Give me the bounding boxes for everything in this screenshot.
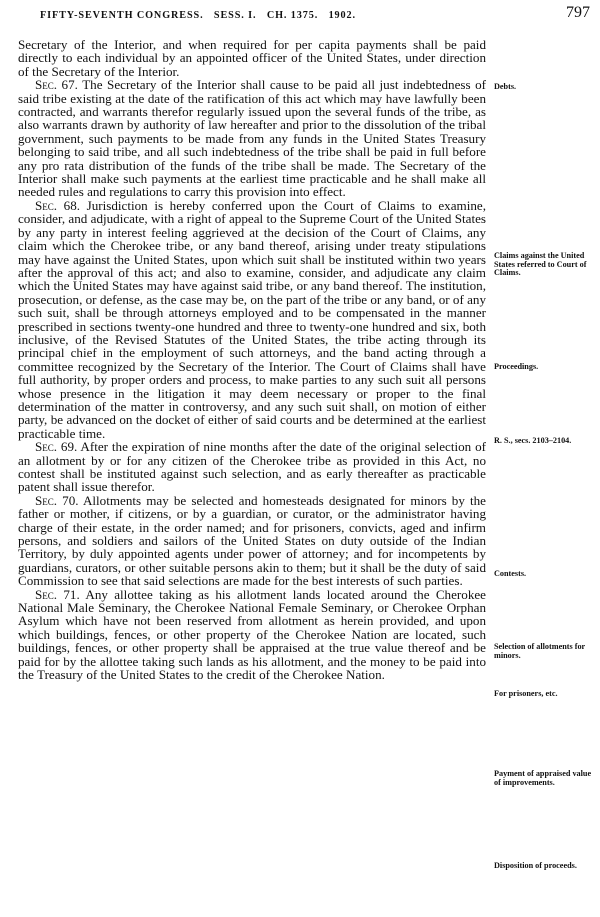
page-number: 797 (566, 4, 590, 21)
margin-note-minors: Selection of allotments for minors. (494, 642, 586, 660)
section-text: Jurisdiction is hereby conferred upon the Court of Claims to examine, consider, and adjudicate, with a right of appeal to the Supreme Court of the United States by any party in interest feeling aggrieved at the decision of the Court of Claims, any claim which the Cherokee tribe, or any band thereof, arising under treaty stipulations may have against the United States, upon which suit shall be instituted within two years after the approval of this act; and also to examine, consider, and adjudicate any claim which the United States may have against said tribe, or any band thereof. The institution, prosecution, or defense, as the case may be, on the part of the tribe or any band, or of any such suit, shall be through attorneys employed and to be compensated in the manner prescribed in sections twenty-one hundred and three to twenty-one hundred and six, both inclusive, of the Revised Statutes of the United States, the tribe acting through its principal chief in the employment of such attorneys, and the band acting through a committee recognized by the Secretary of the Interior. The Court of Claims shall have full authority, by proper orders and process, to make parties to any such suit all persons whose presence in the litigation it may deem necessary or proper to the final determination of the matter in controversy, and any such suit shall, on motion of either party, be advanced on the docket of either of said courts and be determined at the earliest practicable time. (18, 197, 486, 441)
section-67 (18, 78, 486, 199)
section-69 (18, 440, 486, 494)
running-title: FIFTY-SEVENTH CONGRESS. SESS. I. CH. 1375. 1902. (40, 10, 356, 21)
section-label: Sec. 69. (35, 439, 78, 455)
section-text: Any allottee taking as his allotment lands located around the Cherokee National Male Seminary, the Cherokee National Female Seminary, or Cherokee Orphan Asylum which have not been reserved from allotment as herein provided, and upon which buildings, fences, or other property of the Cherokee Nation are located, such buildings, fences, or other property shall be appraised at the true value thereof and be paid for by the allottee taking such lands as his allotment, and the money to be paid into the Treasury of the United States to the credit of the Cherokee Nation. (18, 586, 486, 683)
margin-note-revised-statutes: R. S., secs. 2103–2104. (494, 436, 572, 445)
section-label: Sec. 67. (35, 77, 78, 93)
section-text: Allotments may be selected and homesteads designated for minors by the father or mother, if citizens, or by a guardian, or curator, or the administrator having charge of their estate, in the order named; and for prisoners, convicts, aged and infirm persons, and soldiers and sailors of the United States on duty outside of the Indian Territory, by duly appointed agents under power of attorney; and for incompetents by guardians, curators, or other suitable persons akin to them; but it shall be the duty of said Commission to see that said selections are made for the best interests of such parties. (18, 492, 486, 589)
page-header (0, 4, 600, 26)
section-label: Sec. 71. (35, 586, 80, 602)
section-70 (18, 494, 486, 588)
opening-paragraph: Secretary of the Interior, and when required for per capita payments shall be paid directly to each individual by an appointed officer of the United States, under direction of the Secretary of the Interior. (18, 37, 486, 79)
margin-note-debts: Debts. (494, 82, 517, 91)
margin-note-proceeds: Disposition of proceeds. (494, 861, 577, 870)
section-label: Sec. 70. (35, 492, 79, 508)
section-text: The Secretary of the Interior shall cause to be paid all just indebtedness of said tribe existing at the date of the ratification of this act which may have lawfully been contracted, and warrants therefor regularly issued upon the several funds of the tribe, as also warrants drawn by authority of law hereafter and prior to the dissolution of the tribal government, such payments to be made from any funds in the United States Treasury belonging to said tribe, and all such indebtedness of the tribe shall be paid in full before any pro rata distribution of the funds of the tribe shall be made. The Secretary of the Interior shall make such payments at the earliest time practicable and he shall make all needed rules and regulations to carry this provision into effect. (18, 77, 486, 200)
section-text: After the expiration of nine months after the date of the original selection of an allotment by or for any citizen of the Cherokee tribe as provided in this Act, no contest shall be instituted against such selection, and as early thereafter as practicable patent shall issue therefor. (18, 439, 486, 495)
section-label: Sec. 68. (35, 197, 81, 213)
margin-note-prisoners: For prisoners, etc. (494, 689, 558, 698)
section-71 (18, 588, 486, 682)
margin-note-appraised-value: Payment of appraised value of improvements. (494, 769, 592, 787)
statute-text (18, 38, 486, 682)
section-68 (18, 199, 486, 440)
margin-note-claims: Claims against the United States referred to Court of Claims. (494, 251, 587, 278)
margin-note-proceedings: Proceedings. (494, 362, 539, 371)
margin-note-contests: Contests. (494, 569, 527, 578)
